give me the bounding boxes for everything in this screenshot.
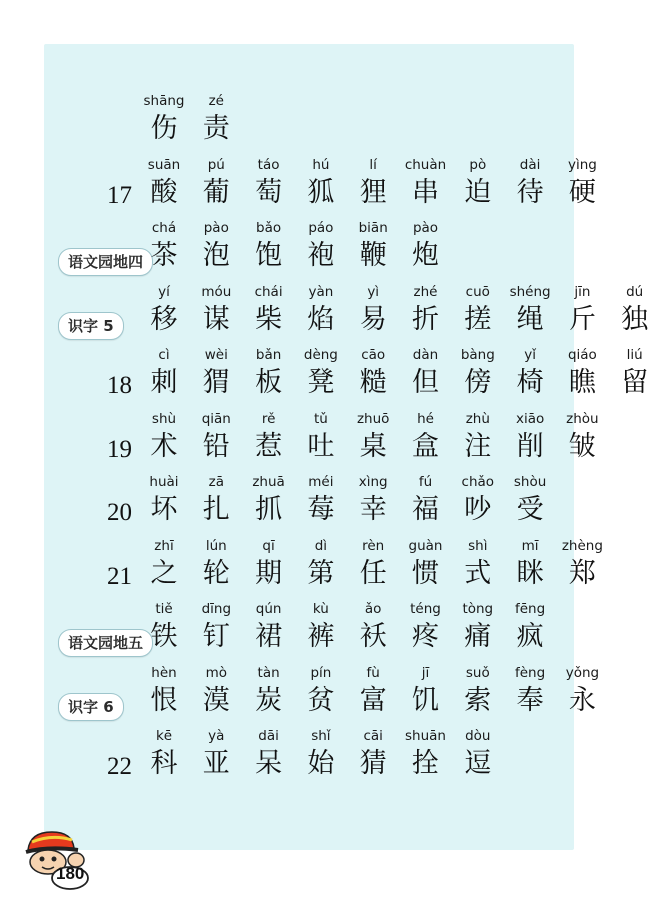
hanzi: 袄	[359, 621, 387, 652]
hanzi: 柴	[255, 303, 283, 335]
hanzi: 萄	[255, 176, 283, 208]
hanzi: 茶	[150, 240, 178, 271]
pinyin: xiāo	[515, 410, 545, 427]
pinyin: fú	[418, 474, 433, 490]
hanzi: 椅	[516, 367, 544, 398]
character-row	[0, 600, 600, 660]
hanzi: 术	[150, 430, 178, 462]
pinyin: jīn	[574, 283, 591, 300]
pinyin: pào	[203, 220, 229, 236]
character-row	[0, 664, 600, 724]
character-item	[141, 537, 187, 591]
pinyin: bǎn	[255, 347, 282, 363]
hanzi: 永	[568, 684, 596, 716]
hanzi: 轮	[202, 557, 230, 589]
hanzi: 惯	[412, 557, 439, 589]
pinyin: pào	[412, 220, 439, 236]
character-item	[559, 537, 605, 591]
hanzi: 独	[621, 303, 649, 335]
hanzi: 任	[359, 557, 387, 589]
pinyin: zhù	[465, 410, 490, 427]
pinyin: dāi	[258, 728, 279, 744]
hanzi: 狸	[359, 176, 387, 208]
pinyin: qī	[262, 537, 275, 554]
character-item	[612, 283, 658, 337]
pinyin: méi	[308, 474, 334, 490]
pinyin: qiáo	[567, 347, 597, 363]
hanzi: 始	[307, 748, 335, 779]
character-row	[0, 537, 603, 597]
pinyin: cāi	[363, 728, 383, 744]
pinyin: shù	[151, 410, 177, 427]
pinyin: shāng	[143, 93, 185, 109]
pinyin: kē	[155, 728, 173, 744]
pinyin: yìng	[567, 156, 597, 173]
pinyin: dài	[519, 156, 541, 173]
character-item	[141, 219, 187, 273]
hanzi: 注	[464, 430, 492, 462]
character-item	[246, 410, 292, 464]
character-item	[507, 473, 553, 527]
hanzi: 猜	[359, 748, 387, 779]
character-item	[193, 283, 239, 337]
pinyin: shéng	[509, 283, 551, 300]
character-item	[350, 727, 396, 781]
hanzi: 亚	[202, 748, 230, 779]
hanzi: 惹	[255, 430, 283, 462]
pinyin: téng	[410, 601, 441, 617]
hanzi: 串	[412, 176, 439, 208]
hanzi: 泡	[202, 240, 230, 271]
pinyin: shì	[468, 537, 488, 554]
character-item	[403, 664, 449, 718]
pinyin: dì	[314, 537, 328, 554]
character-item	[612, 346, 658, 400]
character-row	[0, 473, 600, 533]
character-item	[246, 156, 292, 210]
hanzi: 眯	[516, 557, 544, 589]
hanzi: 易	[359, 303, 387, 335]
pinyin: qún	[255, 601, 282, 617]
pinyin: zhòu	[566, 410, 599, 427]
pinyin: móu	[201, 283, 232, 300]
pinyin: ǎo	[364, 601, 382, 617]
character-item	[141, 727, 187, 781]
section-tag: 语文园地五	[58, 629, 153, 657]
pinyin: suǒ	[465, 664, 490, 681]
hanzi: 铅	[202, 430, 230, 462]
character-item	[298, 156, 344, 210]
character-item	[403, 283, 449, 337]
character-item	[141, 473, 187, 527]
character-item	[193, 219, 239, 273]
character-item	[246, 537, 292, 591]
hanzi: 削	[516, 430, 544, 462]
hanzi: 狐	[307, 176, 335, 208]
character-item	[455, 346, 501, 400]
hanzi: 吵	[464, 494, 492, 525]
hanzi: 科	[150, 748, 178, 779]
character-item	[298, 283, 344, 337]
character-item	[507, 600, 553, 654]
hanzi: 桌	[359, 430, 387, 462]
pinyin: bǎo	[256, 220, 282, 236]
hanzi: 钉	[202, 621, 230, 652]
character-item	[507, 156, 553, 210]
character-item	[350, 156, 396, 210]
pinyin: tàn	[257, 664, 280, 681]
pinyin: chǎo	[461, 474, 495, 490]
hanzi: 皱	[568, 430, 596, 462]
pinyin: zhé	[413, 283, 438, 300]
character-row	[0, 727, 600, 787]
character-item	[246, 283, 292, 337]
pinyin: chái	[254, 283, 283, 300]
pinyin: pò	[469, 156, 487, 173]
character-item	[507, 410, 553, 464]
hanzi: 炭	[255, 684, 283, 716]
hanzi: 式	[464, 557, 492, 589]
character-item	[559, 664, 605, 718]
hanzi: 硬	[568, 176, 596, 208]
page-number: 180	[56, 864, 85, 883]
hanzi: 富	[359, 684, 387, 716]
pinyin: qiān	[201, 410, 231, 427]
character-item	[298, 600, 344, 654]
hanzi: 疯	[516, 621, 544, 652]
pinyin: pú	[207, 156, 225, 173]
character-item	[246, 346, 292, 400]
hanzi: 期	[255, 557, 283, 589]
character-item	[455, 600, 501, 654]
lesson-number: 22	[107, 753, 132, 780]
character-item	[141, 283, 187, 337]
hanzi: 铁	[150, 621, 178, 652]
hanzi: 板	[255, 367, 283, 398]
pinyin: tǔ	[313, 410, 328, 427]
pinyin: tiě	[155, 601, 173, 617]
section-tag: 识字 6	[58, 693, 124, 721]
hanzi: 扎	[202, 494, 230, 525]
pinyin: yí	[158, 283, 170, 300]
hanzi: 酸	[150, 176, 178, 208]
hanzi: 莓	[307, 494, 335, 525]
pinyin: xìng	[358, 474, 388, 490]
hanzi: 瞧	[568, 367, 596, 398]
character-item	[246, 600, 292, 654]
hanzi: 移	[150, 303, 178, 335]
pinyin: zhuā	[252, 474, 285, 490]
pinyin: páo	[308, 220, 334, 236]
pinyin: yàn	[308, 283, 334, 300]
hanzi: 索	[464, 684, 492, 716]
hanzi: 裤	[307, 621, 335, 652]
pinyin: shǐ	[311, 728, 331, 744]
character-item	[141, 156, 187, 210]
pinyin: rě	[261, 410, 276, 427]
hanzi: 奉	[516, 684, 544, 716]
character-item	[403, 219, 449, 273]
pinyin: yì	[367, 283, 380, 300]
hanzi: 迫	[464, 176, 492, 208]
character-item	[246, 473, 292, 527]
character-item	[559, 156, 605, 210]
pinyin: cāo	[361, 347, 386, 363]
pinyin: dàn	[412, 347, 439, 363]
character-item	[559, 410, 605, 464]
character-item	[507, 537, 553, 591]
pinyin: mī	[521, 537, 539, 554]
pinyin: huài	[149, 474, 179, 490]
character-item	[559, 283, 605, 337]
hanzi: 恨	[150, 684, 178, 716]
hanzi: 坏	[150, 494, 178, 525]
pinyin: liú	[626, 347, 643, 363]
character-item	[350, 346, 396, 400]
pinyin: shuān	[405, 728, 446, 744]
character-item	[193, 664, 239, 718]
character-item	[507, 664, 553, 718]
hanzi: 糙	[359, 367, 387, 398]
pinyin: guàn	[408, 537, 443, 554]
pinyin: zhèng	[561, 537, 603, 554]
hanzi: 斤	[568, 303, 596, 335]
character-item	[403, 410, 449, 464]
hanzi: 盒	[412, 430, 439, 462]
character-item	[559, 346, 605, 400]
character-item	[193, 727, 239, 781]
character-item	[193, 600, 239, 654]
lesson-number: 18	[107, 372, 132, 399]
hanzi: 伤	[150, 113, 178, 144]
hanzi: 幸	[359, 494, 387, 525]
hanzi: 待	[516, 176, 544, 208]
character-item	[403, 600, 449, 654]
character-item	[193, 537, 239, 591]
character-item	[455, 664, 501, 718]
character-item	[455, 727, 501, 781]
pinyin: pín	[310, 664, 332, 681]
hanzi: 受	[516, 494, 544, 525]
hanzi: 抓	[255, 494, 283, 525]
pinyin: wèi	[204, 347, 228, 363]
hanzi: 贫	[307, 684, 335, 716]
pinyin: dòu	[465, 728, 491, 744]
hanzi: 鞭	[359, 240, 387, 271]
hanzi: 焰	[307, 303, 335, 335]
hanzi: 谋	[202, 303, 230, 335]
character-item	[298, 537, 344, 591]
character-row	[0, 219, 600, 279]
character-item	[298, 727, 344, 781]
hanzi: 逗	[464, 748, 492, 779]
hanzi: 刺	[150, 367, 178, 398]
pinyin: hú	[312, 156, 330, 173]
character-item	[298, 664, 344, 718]
character-item	[141, 92, 187, 146]
pinyin: lún	[205, 537, 227, 554]
pinyin: yǐ	[524, 347, 536, 363]
character-item	[350, 283, 396, 337]
pinyin: biān	[358, 220, 388, 236]
pinyin: mò	[205, 664, 227, 681]
hanzi: 痛	[464, 621, 492, 652]
character-item	[403, 473, 449, 527]
hanzi: 责	[202, 113, 230, 144]
pinyin: hé	[417, 410, 434, 427]
hanzi: 裙	[255, 621, 283, 652]
hanzi: 留	[621, 367, 649, 398]
character-item	[193, 410, 239, 464]
pinyin: chuàn	[404, 156, 447, 173]
hanzi: 之	[150, 557, 178, 589]
hanzi: 猬	[202, 367, 230, 398]
character-item	[193, 473, 239, 527]
hanzi: 吐	[307, 430, 335, 462]
lesson-number: 20	[107, 499, 132, 526]
hanzi: 但	[412, 367, 439, 398]
character-item	[403, 346, 449, 400]
character-item	[193, 92, 239, 146]
character-row	[0, 92, 600, 152]
pinyin: táo	[257, 156, 280, 173]
pinyin: kù	[312, 601, 329, 617]
pinyin: yǒng	[565, 664, 600, 681]
pinyin: yà	[208, 728, 225, 744]
character-item	[455, 283, 501, 337]
lesson-number: 21	[107, 562, 132, 590]
character-item	[141, 346, 187, 400]
character-item	[246, 664, 292, 718]
hanzi: 呆	[255, 748, 283, 779]
character-item	[403, 727, 449, 781]
hanzi: 凳	[307, 367, 335, 398]
character-item	[298, 473, 344, 527]
pinyin: zé	[208, 93, 224, 109]
character-item	[350, 473, 396, 527]
character-item	[507, 283, 553, 337]
pinyin: fèng	[515, 664, 546, 681]
hanzi: 漠	[202, 684, 230, 716]
pinyin: hèn	[151, 664, 177, 681]
hanzi: 葡	[202, 176, 230, 208]
character-item	[350, 600, 396, 654]
character-item	[193, 156, 239, 210]
character-item	[507, 346, 553, 400]
hanzi: 饥	[412, 684, 439, 716]
pinyin: fù	[366, 664, 380, 681]
section-tag: 语文园地四	[58, 248, 153, 276]
section-tag: 识字 5	[58, 312, 124, 340]
character-item	[455, 537, 501, 591]
pinyin: tòng	[462, 601, 494, 617]
character-item	[350, 664, 396, 718]
hanzi: 炮	[412, 240, 439, 271]
character-item	[141, 410, 187, 464]
character-item	[298, 346, 344, 400]
character-item	[403, 537, 449, 591]
pinyin: zhī	[154, 537, 174, 554]
hanzi: 饱	[255, 240, 283, 271]
hanzi: 绳	[516, 303, 544, 335]
hanzi: 疼	[412, 621, 439, 652]
pinyin: dīng	[201, 601, 232, 617]
pinyin: fēng	[515, 601, 546, 617]
pinyin: lí	[369, 156, 377, 173]
hanzi: 折	[412, 303, 439, 335]
character-item	[193, 346, 239, 400]
character-row	[0, 346, 649, 406]
pinyin: jī	[421, 664, 430, 681]
character-item	[350, 219, 396, 273]
pinyin: suān	[147, 156, 181, 173]
pinyin: bàng	[460, 347, 495, 363]
pinyin: shòu	[513, 474, 547, 490]
hanzi: 傍	[464, 367, 492, 398]
character-item	[350, 410, 396, 464]
pinyin: cuō	[465, 283, 490, 300]
character-item	[350, 537, 396, 591]
hanzi: 搓	[464, 303, 492, 335]
character-item	[455, 473, 501, 527]
hanzi: 郑	[568, 557, 596, 589]
character-row	[0, 410, 600, 470]
pinyin: rèn	[362, 537, 385, 554]
hanzi: 福	[412, 494, 439, 525]
character-item	[298, 219, 344, 273]
pinyin: zhuō	[356, 410, 390, 427]
pinyin: zā	[208, 474, 224, 490]
lesson-number: 19	[107, 435, 132, 463]
pinyin: cì	[158, 347, 170, 363]
character-row	[0, 156, 600, 216]
character-item	[141, 664, 187, 718]
lesson-number: 17	[107, 181, 132, 209]
character-item	[455, 156, 501, 210]
character-row	[0, 283, 649, 343]
character-item	[403, 156, 449, 210]
character-item	[455, 410, 501, 464]
character-item	[246, 219, 292, 273]
hanzi: 第	[307, 557, 335, 589]
hanzi: 袍	[307, 240, 335, 271]
pinyin: chá	[151, 220, 177, 236]
character-item	[141, 600, 187, 654]
character-item	[246, 727, 292, 781]
hanzi: 拴	[412, 748, 439, 779]
pinyin: dú	[626, 283, 644, 300]
pinyin: dèng	[303, 347, 338, 363]
character-item	[298, 410, 344, 464]
